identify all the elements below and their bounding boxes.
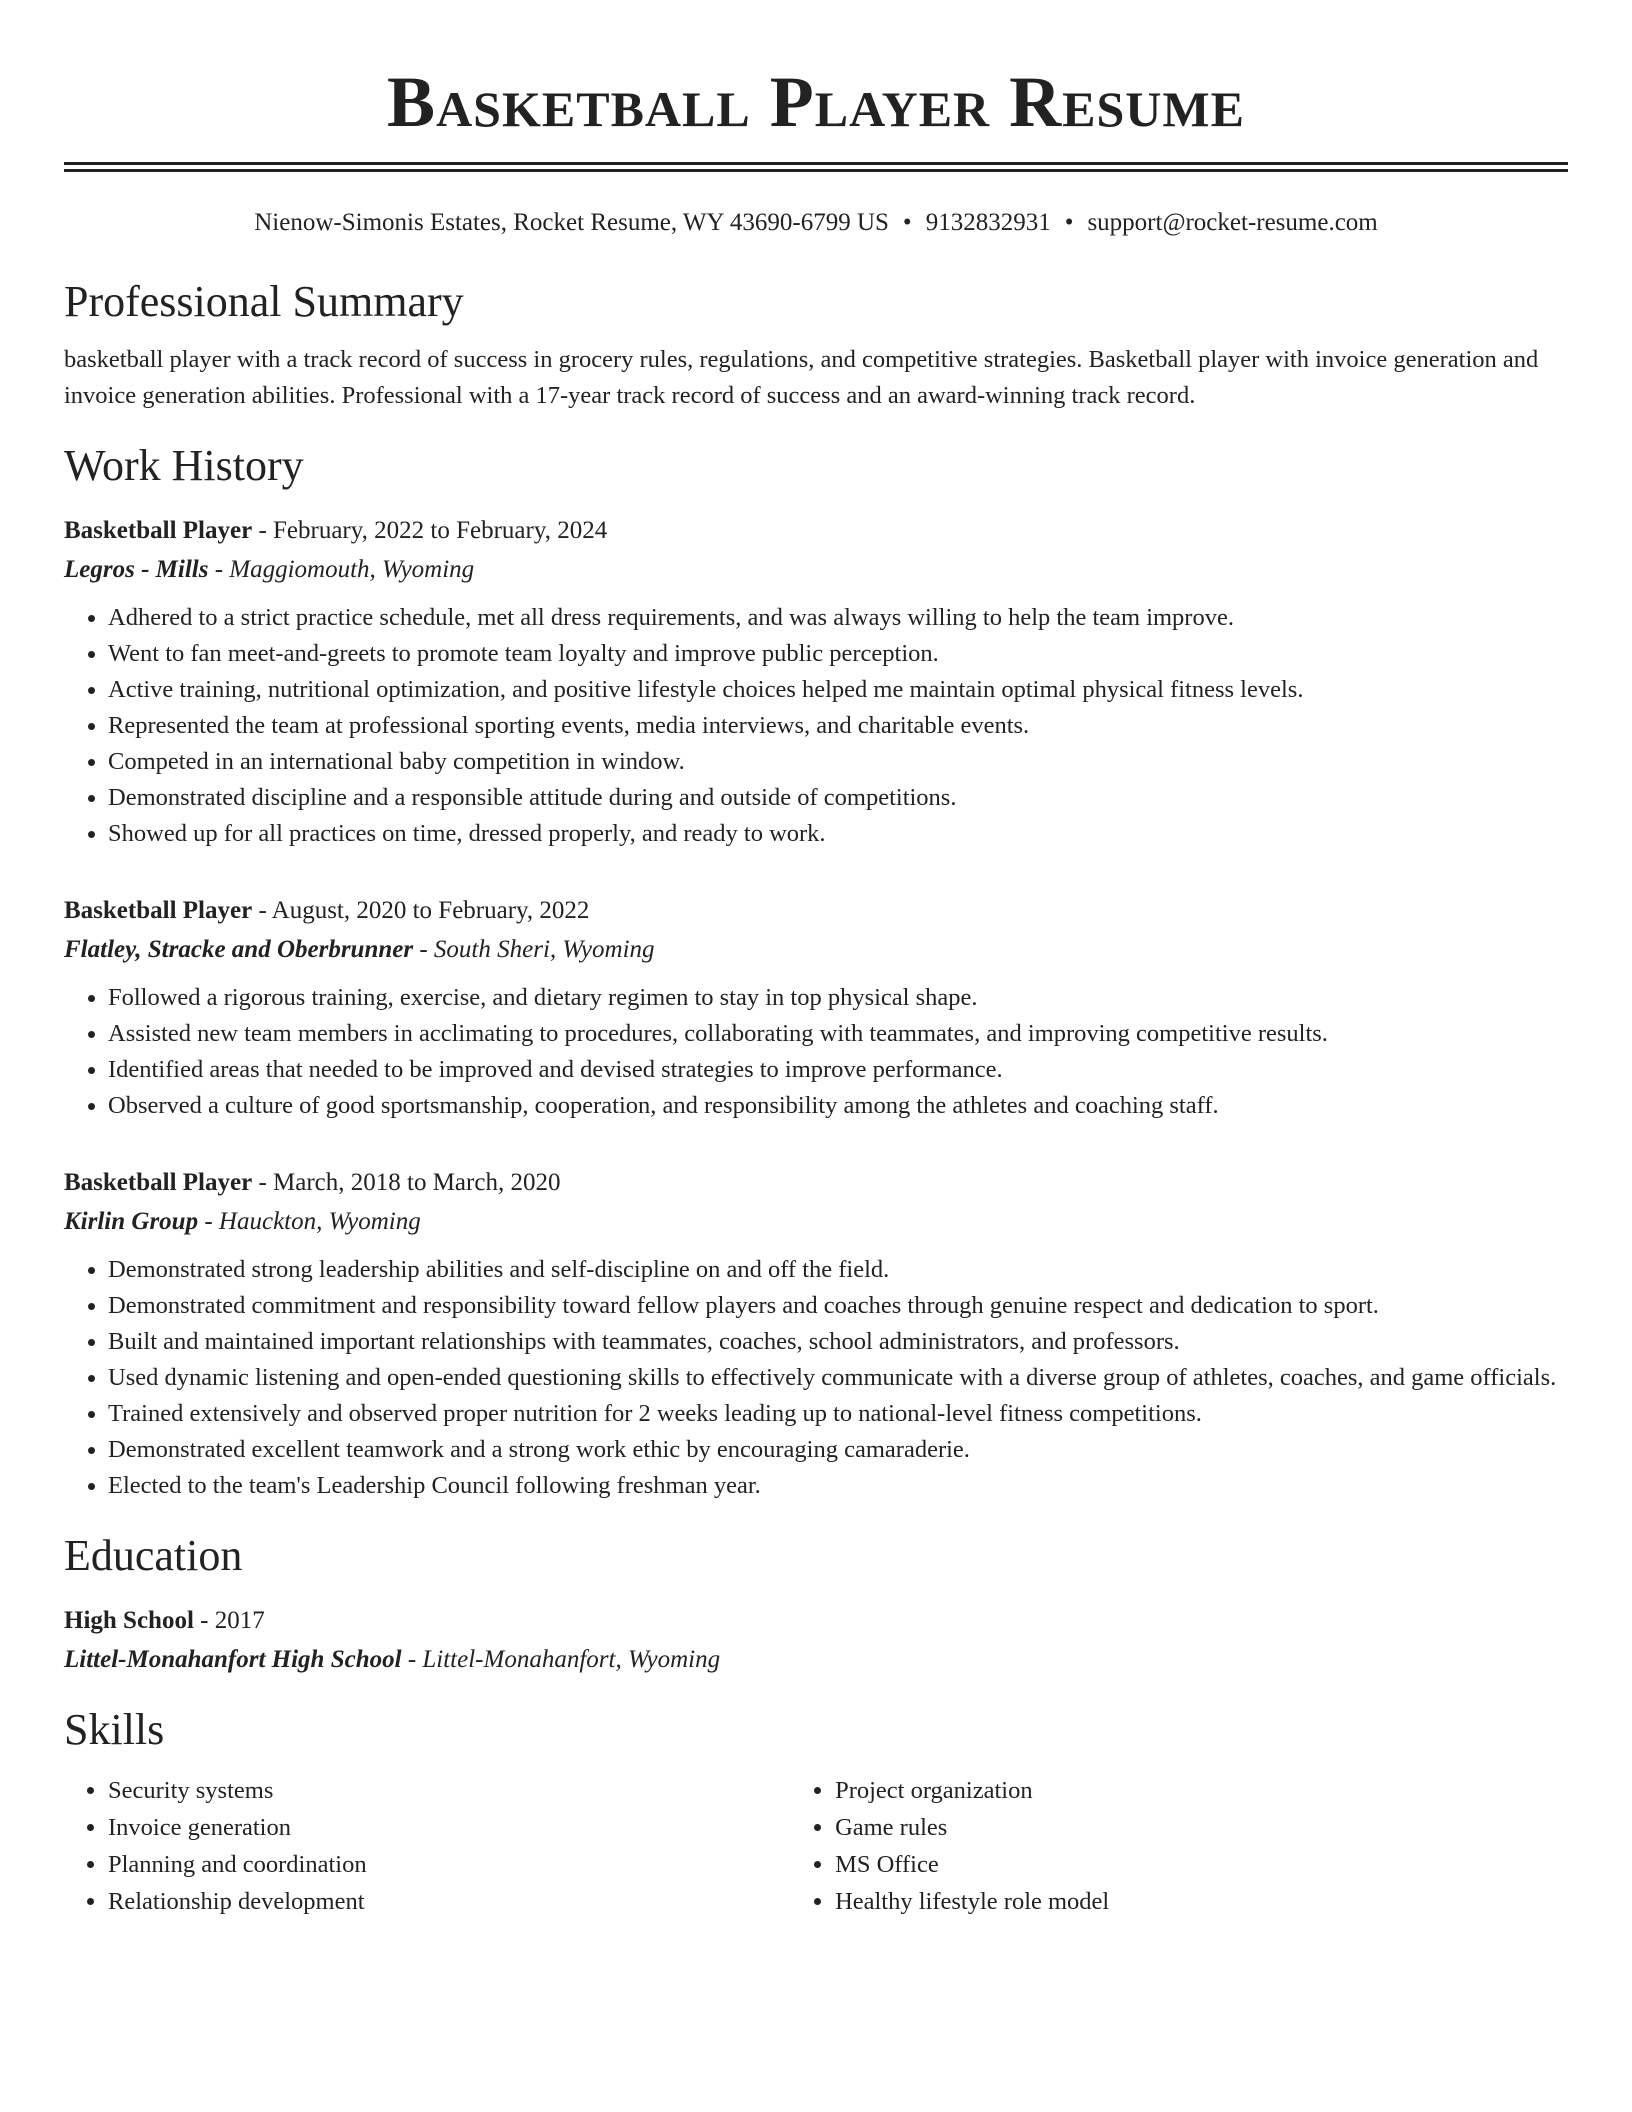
education-degree-line	[64, 1602, 1568, 1640]
job-company-line	[64, 1202, 1568, 1242]
job-bullet: • Showed up for all practices on time, dressed properly, and ready to work.	[108, 816, 1568, 852]
job-company: Legros - Mills	[64, 556, 209, 583]
job-bullet: • Elected to the team's Leadership Council following freshman year.	[108, 1468, 1568, 1504]
job-bullet: • Competed in an international baby competition in window.	[108, 744, 1568, 780]
job-bullets	[64, 600, 1568, 852]
job-dates: - March, 2018 to March, 2020	[252, 1169, 561, 1196]
contact-separator: •	[902, 209, 912, 236]
summary-text: basketball player with a track record of success in grocery rules, regulations, and competitive strategies. Basketball player with invoice generation and invoice generation abilities. Professional with a 17-year track record of success and an award-winning track record.	[64, 346, 1539, 409]
education-location: - Littel-Monahanfort, Wyoming	[401, 1646, 721, 1673]
job-location: - South Sheri, Wyoming	[413, 936, 655, 963]
work-history-heading: Work History	[64, 441, 304, 490]
skill-item: • Project organization	[835, 1772, 1568, 1809]
summary-heading: Professional Summary	[64, 277, 464, 326]
resume-page	[64, 0, 1568, 1920]
contact-address: Nienow-Simonis Estates, Rocket Resume, WY 43690-6799 US	[254, 209, 889, 236]
job-bullet: • Active training, nutritional optimization, and positive lifestyle choices helped me maintain optimal physical fitness levels.	[108, 672, 1568, 708]
skills-columns	[64, 1772, 1568, 1920]
education-school: Littel-Monahanfort High School	[64, 1646, 402, 1673]
job-bullet: • Went to fan meet-and-greets to promote team loyalty and improve public perception.	[108, 636, 1568, 672]
job-bullet: • Assisted new team members in acclimating to procedures, collaborating with teammates, and improving competitive results.	[108, 1016, 1568, 1052]
contact-phone: 9132832931	[925, 209, 1051, 236]
skill-item: • Relationship development	[108, 1883, 783, 1920]
contact-separator: •	[1064, 209, 1074, 236]
skill-item: • Planning and coordination	[108, 1846, 783, 1883]
job-entry	[64, 892, 1568, 1124]
job-bullet: • Followed a rigorous training, exercise, and dietary regimen to stay in top physical shape.	[108, 980, 1568, 1016]
job-bullet: • Built and maintained important relationships with teammates, coaches, school administrators, and professors.	[108, 1324, 1568, 1360]
job-title-line	[64, 512, 1568, 550]
job-title: Basketball Player	[64, 517, 253, 544]
job-bullet: • Demonstrated commitment and responsibility toward fellow players and coaches through genuine respect and dedication to sport.	[108, 1288, 1568, 1324]
job-company-line	[64, 930, 1568, 970]
job-bullet: • Observed a culture of good sportsmanship, cooperation, and responsibility among the athletes and coaching staff.	[108, 1088, 1568, 1124]
job-bullet: • Demonstrated discipline and a responsible attitude during and outside of competitions.	[108, 780, 1568, 816]
job-bullet: • Identified areas that needed to be improved and devised strategies to improve performance.	[108, 1052, 1568, 1088]
resume-title: Basketball Player Resume	[387, 62, 1245, 142]
education-year: - 2017	[193, 1607, 265, 1634]
job-title-line	[64, 892, 1568, 930]
education-degree: High School	[64, 1607, 194, 1634]
job-bullet: • Used dynamic listening and open-ended questioning skills to effectively communicate with a diverse group of athletes, coaches, and game officials.	[108, 1360, 1568, 1396]
skill-item: • Game rules	[835, 1809, 1568, 1846]
job-entry	[64, 512, 1568, 852]
job-entry	[64, 1164, 1568, 1504]
skill-item: • Security systems	[108, 1772, 783, 1809]
job-company: Kirlin Group	[64, 1208, 199, 1235]
contact-email: support@rocket-resume.com	[1087, 209, 1378, 236]
job-company: Flatley, Stracke and Oberbrunner	[64, 936, 414, 963]
title-double-rule	[64, 162, 1568, 172]
job-dates: - February, 2022 to February, 2024	[252, 517, 608, 544]
education-school-line	[64, 1640, 1568, 1680]
job-dates: - August, 2020 to February, 2022	[252, 897, 590, 924]
job-location: - Hauckton, Wyoming	[198, 1208, 421, 1235]
job-location: - Maggiomouth, Wyoming	[208, 556, 475, 583]
job-bullet: • Trained extensively and observed proper nutrition for 2 weeks leading up to national-level fitness competitions.	[108, 1396, 1568, 1432]
job-bullets	[64, 980, 1568, 1124]
job-bullet: • Represented the team at professional sporting events, media interviews, and charitable events.	[108, 708, 1568, 744]
job-bullet: • Demonstrated excellent teamwork and a strong work ethic by encouraging camaraderie.	[108, 1432, 1568, 1468]
job-company-line	[64, 550, 1568, 590]
job-bullet: • Adhered to a strict practice schedule, met all dress requirements, and was always willing to help the team improve.	[108, 600, 1568, 636]
job-bullet: • Demonstrated strong leadership abilities and self-discipline on and off the field.	[108, 1252, 1568, 1288]
skill-item: • Healthy lifestyle role model	[835, 1883, 1568, 1920]
contact-line	[64, 206, 1568, 240]
job-bullets	[64, 1252, 1568, 1504]
skills-heading: Skills	[64, 1705, 165, 1754]
skills-left-column	[64, 1772, 783, 1920]
job-title-line	[64, 1164, 1568, 1202]
skills-right-column	[791, 1772, 1568, 1920]
skill-item: • Invoice generation	[108, 1809, 783, 1846]
job-title: Basketball Player	[64, 897, 253, 924]
education-heading: Education	[64, 1531, 243, 1580]
skill-item: • MS Office	[835, 1846, 1568, 1883]
education-entry	[64, 1602, 1568, 1680]
job-title: Basketball Player	[64, 1169, 253, 1196]
